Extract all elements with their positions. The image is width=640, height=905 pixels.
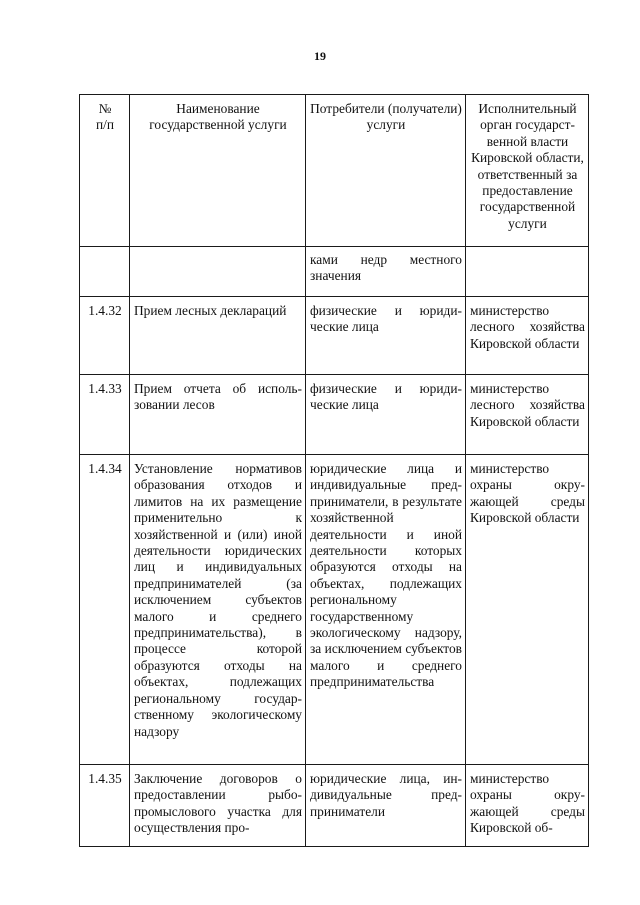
header-consumers: Потребители (получатели) услуги (306, 95, 466, 247)
header-service-name: Наименование государственной услуги (130, 95, 306, 247)
header-authority: Исполнительный орган государственной власти Кировской области, ответственный за предоставление государственной услуги (466, 95, 589, 247)
cell-service-name: Прием отчета об использовании лесов (130, 375, 306, 455)
cell-consumers: юридические лица и индивидуальные предприниматели, в результате хозяйственной деятельности и иной деятельности которых образуются отходы на объектах, подлежащих региональному государственному экологическому надзору, за исключением субъектов малого и среднего предпринимательства (306, 455, 466, 765)
cell-service-name: Прием лесных деклараций (130, 297, 306, 375)
table-row (80, 375, 589, 455)
table-row-continuation (80, 247, 589, 297)
cell-service-name (130, 247, 306, 297)
cell-number: 1.4.33 (80, 375, 130, 455)
cell-consumers: физические и юридические лица (306, 375, 466, 455)
cell-number (80, 247, 130, 297)
cell-authority: министерство лесного хозяйства Кировской области (466, 375, 589, 455)
cell-consumers: физические и юридические лица (306, 297, 466, 375)
cell-number: 1.4.34 (80, 455, 130, 765)
cell-authority: министерство охраны окружающей среды Кировской области (466, 455, 589, 765)
table-row (80, 455, 589, 765)
cell-number: 1.4.35 (80, 765, 130, 847)
table-row (80, 765, 589, 847)
cell-authority: министерство лесного хозяйства Кировской области (466, 297, 589, 375)
cell-service-name: Заключение договоров о предоставлении рыбопромыслового участка для осуществления про- (130, 765, 306, 847)
page-number: 19 (314, 49, 326, 63)
cell-authority: министерство охраны окружающей среды Кировской об- (466, 765, 589, 847)
cell-number: 1.4.32 (80, 297, 130, 375)
cell-consumers: юридические лица, индивидуальные предприниматели (306, 765, 466, 847)
services-table (79, 94, 589, 847)
cell-authority (466, 247, 589, 297)
cell-service-name: Установление нормативов образования отходов и лимитов на их размещение применительно к хозяйственной и (или) иной деятельности юридических лиц и индивидуальных предпринимателей (за исключением субъектов малого и среднего предпринимательства), в процессе которой образуются отходы на объектах, подлежащих региональному государственному экологическому надзору (130, 455, 306, 765)
cell-consumers: ками недр местного значения (306, 247, 466, 297)
table-header-row (80, 95, 589, 247)
table-row (80, 297, 589, 375)
header-number: № п/п (80, 95, 130, 247)
